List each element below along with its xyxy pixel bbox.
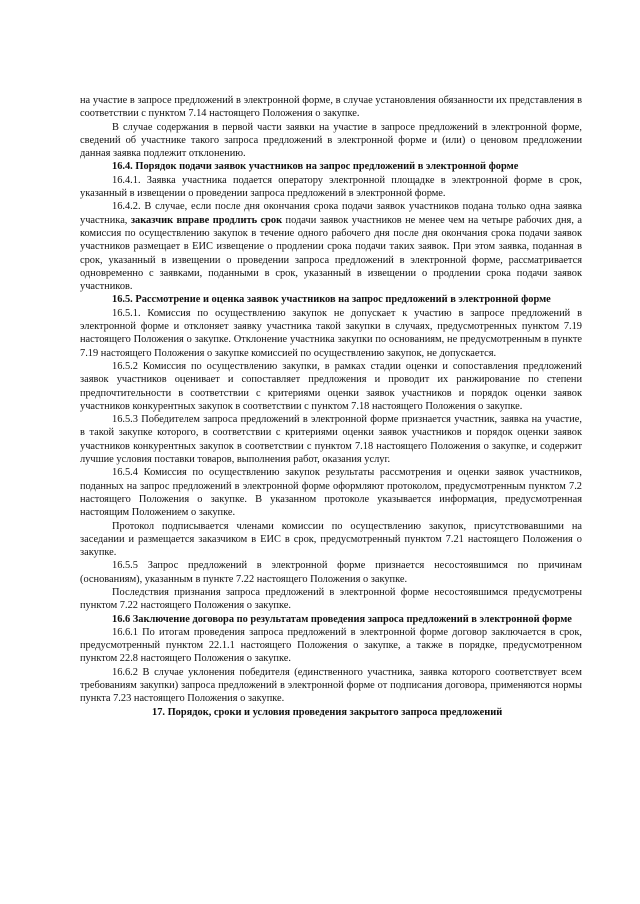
section-heading-16-5: 16.5. Рассмотрение и оценка заявок участников на запрос предложений в электронной форме xyxy=(112,294,551,306)
paragraph-text: 16.4.2. В случае, если после дня окончания срока подачи заявок участников подана только одна заявка участника, xyxy=(80,201,582,226)
paragraph-16-4-1: 16.4.1. Заявка участника подается оператору электронной площадке в электронной форме в срок, указанный в извещении о проведении запроса предложений в электронной форме. xyxy=(80,174,582,200)
document-page xyxy=(80,94,582,719)
section-heading-16-4: 16.4. Порядок подачи заявок участников на запрос предложений в электронной форме xyxy=(112,161,519,173)
paragraph-16-5-3: 16.5.3 Победителем запроса предложений в электронной форме признается участник, заявка на участие, в такой закупке которого, в соответствии с критериями оценки заявок участников и порядок оценки заявок участников конкурентных закупок в соответствии с пунктом 7.18 настоящего Положения о закупке, и содержит лучшие условия поставки товаров, выполнения работ, оказания услуг. xyxy=(80,414,582,466)
paragraph-16-5-1: 16.5.1. Комиссия по осуществлению закупок не допускает к участию в запросе предложений в электронной форме и отклоняет заявку участника такой закупки в случаях, предусмотренных пунктом 7.19 настоящего Положения о закупке. Отклонение участника закупки по основаниям, не предусмотренным в пункте 7.19 настоящего Положения о закупке комиссией по осуществлению закупок, не допускается. xyxy=(80,307,582,359)
section-heading-16-6: 16.6 Заключение договора по результатам проведения запроса предложений в электронной форме xyxy=(112,613,572,625)
paragraph-16-4-2 xyxy=(80,200,582,293)
paragraph-16-6-1: 16.6.1 По итогам проведения запроса предложений в электронной форме договор заключается в срок, предусмотренный пунктом 22.1.1 настоящего Положения о закупке, а также в порядке, предусмотренном пунктом 22.8 настоящего Положения о закупке. xyxy=(80,626,582,665)
paragraph-16-5-4: 16.5.4 Комиссия по осуществлению закупок результаты рассмотрения и оценки заявок участников, поданных на запрос предложений в электронной форме оформляют протоколом, предусмотренным пунктом 7.2 настоящего Положения о закупке. В указанном протоколе указывается информация, предусмотренная настоящим Положением о закупке. xyxy=(80,467,582,519)
paragraph-16-5-2: 16.5.2 Комиссия по осуществлению закупки, в рамках стадии оценки и сопоставления предложений заявок участников оценивает и сопоставляет предложения и проводит их ранжирование по степени предпочтительности в соответствии с критериями оценки заявок участников и порядок оценки заявок участников конкурентных закупок в соответствии с пунктом 7.18 настоящего Положения о закупке. xyxy=(80,360,582,412)
bold-phrase: заказчик вправе продлить срок xyxy=(130,214,283,226)
paragraph-16-6-2: 16.6.2 В случае уклонения победителя (единственного участника, заявка которого соответствует всем требованиям закупки) запроса предложений в электронной форме от подписания договора, применяются нормы пункта 7.23 настоящего Положения о закупке. xyxy=(80,666,582,705)
paragraph: В случае содержания в первой части заявки на участие в запросе предложений в электронной форме, сведений об участнике такого запроса предложений в электронной форме и (или) о ценовом предложении данная заявка подлежит отклонению. xyxy=(80,121,582,160)
paragraph-protocol: Протокол подписывается членами комиссии по осуществлению закупок, присутствовавшими на заседании и размещается заказчиком в ЕИС в срок, предусмотренный пунктом 7.21 настоящего Положения о закупке. xyxy=(80,520,582,559)
paragraph-text: подачи заявок участников не менее чем на четыре рабочих дня, а комиссия по осуществлению закупок в течение одного рабочего дня после дня окончания срока подачи заявок участников размещает в ЕИС извещение о продлении срока подачи таких заявок. При этом заявка, поданная в срок, указанный в извещении о проведении запроса предложений в электронной форме, рассматривается одновременно с заявками, поданными в срок, указанный в извещении о продлении срока подачи заявок участников. xyxy=(80,214,582,293)
paragraph: на участие в запросе предложений в электронной форме, в случае установления обязанности их представления в соответствии с пунктом 7.14 настоящего Положения о закупке. xyxy=(80,95,582,120)
section-heading-17: 17. Порядок, сроки и условия проведения закрытого запроса предложений xyxy=(152,706,503,718)
paragraph-consequences: Последствия признания запроса предложений в электронной форме несостоявшимся предусмотрены пунктом 7.22 настоящего Положения о закупке. xyxy=(80,586,582,612)
paragraph-16-5-5: 16.5.5 Запрос предложений в электронной форме признается несостоявшимся по причинам (основаниям), указанным в пункте 7.22 настоящего Положения о закупке. xyxy=(80,560,582,585)
